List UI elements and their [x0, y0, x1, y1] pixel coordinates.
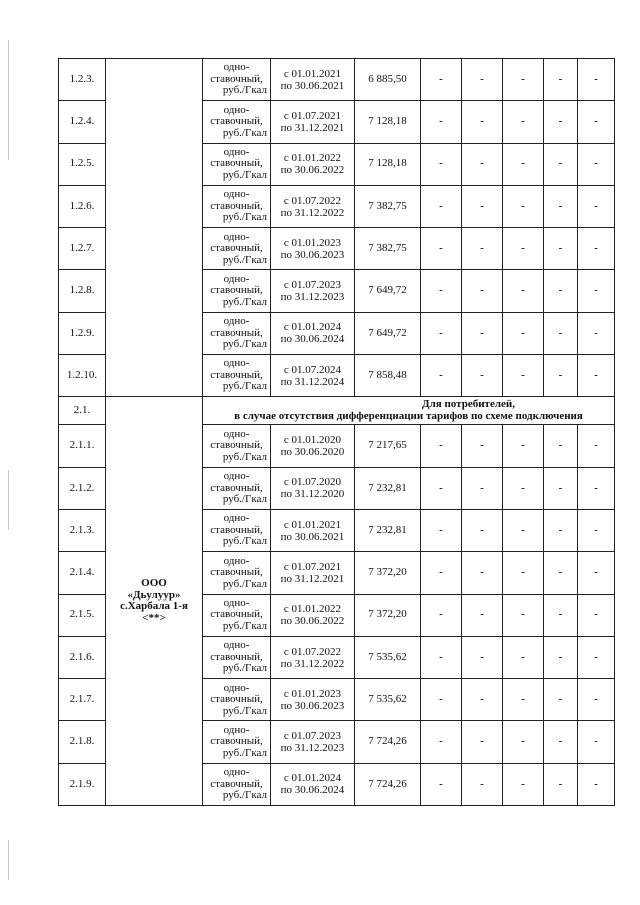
empty-value-cell: - [578, 763, 615, 805]
empty-value-cell: - [503, 143, 544, 185]
text-line: по 30.06.2022 [280, 164, 345, 177]
text-line: ставочный, [210, 157, 263, 170]
tariff-unit [203, 101, 271, 143]
empty-value-cell: - [462, 101, 503, 143]
text-line: руб./Гкал [222, 295, 267, 308]
empty-value-cell: - [544, 425, 578, 467]
empty-value-cell: - [578, 636, 615, 678]
empty-value-cell: - [578, 355, 615, 397]
empty-value-cell: - [421, 101, 462, 143]
empty-value-cell: - [544, 636, 578, 678]
empty-value-cell: - [544, 270, 578, 312]
empty-value-cell: - [578, 59, 615, 101]
empty-value-cell: - [462, 721, 503, 763]
text-line: руб./Гкал [222, 126, 267, 139]
text-line: по 30.06.2020 [280, 446, 345, 459]
tariff-value: 7 217,65 [355, 425, 421, 467]
text-line: с 01.01.2021 [283, 67, 342, 80]
empty-value-cell: - [578, 594, 615, 636]
text-line: по 31.12.2023 [280, 291, 345, 304]
table-row [59, 59, 615, 101]
empty-value-cell: - [503, 355, 544, 397]
empty-value-cell: - [421, 312, 462, 354]
empty-value-cell: - [462, 467, 503, 509]
text-line: по 31.12.2021 [280, 572, 345, 585]
text-line: по 31.12.2020 [280, 488, 345, 501]
tariff-value: 7 372,20 [355, 594, 421, 636]
validity-period [271, 636, 355, 678]
empty-value-cell: - [462, 143, 503, 185]
text-line: с 01.01.2023 [283, 236, 342, 249]
empty-value-cell: - [421, 185, 462, 227]
text-line: одно- [223, 230, 250, 243]
text-line: одно- [223, 103, 250, 116]
text-line: по 31.12.2022 [280, 657, 345, 670]
empty-value-cell: - [421, 270, 462, 312]
empty-value-cell: - [421, 228, 462, 270]
empty-value-cell: - [462, 270, 503, 312]
row-number: 1.2.5. [59, 143, 106, 185]
text-line: одно- [223, 145, 250, 158]
empty-value-cell: - [503, 467, 544, 509]
empty-value-cell: - [421, 509, 462, 551]
empty-value-cell: - [421, 636, 462, 678]
tariff-unit [203, 425, 271, 467]
empty-value-cell: - [544, 101, 578, 143]
text-line: ставочный, [210, 523, 263, 536]
empty-value-cell: - [462, 355, 503, 397]
text-line: с 01.01.2023 [283, 687, 342, 700]
row-number: 1.2.6. [59, 185, 106, 227]
text-line: руб./Гкал [222, 789, 267, 802]
text-line: руб./Гкал [222, 338, 267, 351]
tariff-value: 7 382,75 [355, 185, 421, 227]
row-number: 2.1.9. [59, 763, 106, 805]
text-line: с 01.01.2024 [283, 772, 342, 785]
text-line: с.Харбала 1-я [120, 600, 188, 613]
text-line: одно- [223, 188, 250, 201]
validity-period [271, 509, 355, 551]
text-line: одно- [223, 766, 250, 779]
text-line: ставочный, [210, 566, 263, 579]
text-line: <**> [142, 611, 166, 624]
empty-value-cell: - [462, 552, 503, 594]
text-line: ставочный, [210, 481, 263, 494]
text-line: одно- [223, 427, 250, 440]
tariff-table-body [59, 59, 615, 806]
tariff-value: 7 128,18 [355, 143, 421, 185]
row-number: 2.1.5. [59, 594, 106, 636]
empty-value-cell: - [503, 228, 544, 270]
validity-period [271, 312, 355, 354]
text-line: с 01.01.2022 [283, 603, 342, 616]
empty-value-cell: - [544, 143, 578, 185]
tariff-unit [203, 594, 271, 636]
empty-value-cell: - [462, 59, 503, 101]
text-line: Для потребителей, [422, 398, 515, 411]
text-line: руб./Гкал [222, 253, 267, 266]
row-number: 1.2.8. [59, 270, 106, 312]
validity-period [271, 185, 355, 227]
empty-value-cell: - [462, 636, 503, 678]
empty-value-cell: - [421, 59, 462, 101]
tariff-value: 7 724,26 [355, 763, 421, 805]
empty-value-cell: - [578, 228, 615, 270]
text-line: с 01.07.2021 [283, 560, 342, 573]
text-line: одно- [223, 357, 250, 370]
empty-value-cell: - [544, 763, 578, 805]
validity-period [271, 763, 355, 805]
tariff-unit [203, 270, 271, 312]
empty-value-cell: - [503, 594, 544, 636]
section-heading [203, 397, 615, 425]
tariff-unit [203, 509, 271, 551]
empty-value-cell: - [503, 59, 544, 101]
empty-value-cell: - [421, 552, 462, 594]
text-line: ставочный, [210, 72, 263, 85]
text-line: руб./Гкал [222, 746, 267, 759]
row-number: 2.1.8. [59, 721, 106, 763]
tariff-value: 7 382,75 [355, 228, 421, 270]
text-line: в случае отсутствия дифференциации тарифов по схеме подключения [234, 409, 583, 422]
empty-value-cell: - [578, 679, 615, 721]
empty-value-cell: - [462, 679, 503, 721]
validity-period [271, 143, 355, 185]
tariff-value: 7 535,62 [355, 679, 421, 721]
text-line: ставочный, [210, 608, 263, 621]
text-line: руб./Гкал [222, 493, 267, 506]
validity-period [271, 228, 355, 270]
text-line: ставочный, [210, 115, 263, 128]
text-line: одно- [223, 315, 250, 328]
empty-value-cell: - [503, 185, 544, 227]
empty-value-cell: - [578, 509, 615, 551]
empty-value-cell: - [462, 185, 503, 227]
empty-value-cell: - [578, 143, 615, 185]
empty-value-cell: - [578, 425, 615, 467]
empty-value-cell: - [421, 467, 462, 509]
text-line: руб./Гкал [222, 84, 267, 97]
empty-value-cell: - [544, 721, 578, 763]
empty-value-cell: - [544, 552, 578, 594]
validity-period [271, 101, 355, 143]
section-number: 2.1. [59, 397, 106, 425]
text-line: по 31.12.2023 [280, 742, 345, 755]
empty-value-cell: - [462, 228, 503, 270]
text-line: с 01.07.2021 [283, 109, 342, 122]
text-line: одно- [223, 554, 250, 567]
tariff-value: 7 649,72 [355, 312, 421, 354]
text-line: руб./Гкал [222, 211, 267, 224]
empty-value-cell: - [544, 594, 578, 636]
tariff-unit [203, 59, 271, 101]
empty-value-cell: - [578, 467, 615, 509]
text-line: ООО [141, 577, 167, 590]
tariff-value: 7 858,48 [355, 355, 421, 397]
tariff-unit [203, 143, 271, 185]
text-line: ставочный, [210, 735, 263, 748]
text-line: с 01.07.2022 [283, 194, 342, 207]
text-line: одно- [223, 272, 250, 285]
text-line: по 31.12.2022 [280, 206, 345, 219]
section-header-row [59, 397, 615, 425]
row-number: 2.1.4. [59, 552, 106, 594]
tariff-table [58, 58, 615, 806]
empty-value-cell: - [544, 59, 578, 101]
text-line: одно- [223, 596, 250, 609]
text-line: руб./Гкал [222, 662, 267, 675]
tariff-unit [203, 355, 271, 397]
text-line: с 01.07.2022 [283, 645, 342, 658]
row-number: 1.2.9. [59, 312, 106, 354]
text-line: ставочный, [210, 439, 263, 452]
empty-value-cell: - [544, 467, 578, 509]
validity-period [271, 594, 355, 636]
row-number: 2.1.2. [59, 467, 106, 509]
validity-period [271, 552, 355, 594]
text-line: с 01.01.2021 [283, 518, 342, 531]
empty-value-cell: - [544, 185, 578, 227]
empty-value-cell: - [503, 763, 544, 805]
row-number: 1.2.7. [59, 228, 106, 270]
text-line: с 01.01.2020 [283, 434, 342, 447]
text-line: ставочный, [210, 199, 263, 212]
empty-value-cell: - [462, 763, 503, 805]
tariff-unit [203, 228, 271, 270]
text-line: по 30.06.2023 [280, 699, 345, 712]
text-line: с 01.07.2023 [283, 279, 342, 292]
empty-value-cell: - [503, 270, 544, 312]
empty-value-cell: - [421, 143, 462, 185]
row-number: 1.2.4. [59, 101, 106, 143]
tariff-unit [203, 763, 271, 805]
text-line: одно- [223, 639, 250, 652]
tariff-unit [203, 185, 271, 227]
empty-value-cell: - [544, 312, 578, 354]
text-line: руб./Гкал [222, 577, 267, 590]
empty-value-cell: - [578, 185, 615, 227]
text-line: по 30.06.2022 [280, 615, 345, 628]
row-number: 2.1.6. [59, 636, 106, 678]
empty-value-cell: - [503, 101, 544, 143]
text-line: ставочный, [210, 242, 263, 255]
empty-value-cell: - [544, 509, 578, 551]
scan-edge-mark [8, 840, 9, 880]
tariff-value: 7 128,18 [355, 101, 421, 143]
empty-value-cell: - [578, 101, 615, 143]
text-line: по 30.06.2024 [280, 784, 345, 797]
row-number: 2.1.3. [59, 509, 106, 551]
text-line: «Дьулуур» [127, 588, 181, 601]
text-line: одно- [223, 470, 250, 483]
empty-value-cell: - [544, 355, 578, 397]
text-line: с 01.01.2024 [283, 321, 342, 334]
row-number: 2.1.1. [59, 425, 106, 467]
empty-value-cell: - [462, 312, 503, 354]
empty-value-cell: - [462, 425, 503, 467]
empty-value-cell: - [578, 312, 615, 354]
text-line: ставочный, [210, 777, 263, 790]
empty-value-cell: - [503, 509, 544, 551]
text-line: ставочный, [210, 326, 263, 339]
validity-period [271, 425, 355, 467]
text-line: одно- [223, 61, 250, 74]
empty-value-cell: - [544, 228, 578, 270]
text-line: с 01.01.2022 [283, 152, 342, 165]
scan-edge-mark [8, 40, 9, 160]
text-line: по 30.06.2021 [280, 530, 345, 543]
text-line: по 30.06.2024 [280, 333, 345, 346]
text-line: ставочный, [210, 650, 263, 663]
empty-value-cell: - [578, 721, 615, 763]
text-line: по 30.06.2021 [280, 79, 345, 92]
text-line: с 01.07.2024 [283, 363, 342, 376]
text-line: по 31.12.2024 [280, 375, 345, 388]
text-line: руб./Гкал [222, 380, 267, 393]
text-line: по 31.12.2021 [280, 121, 345, 134]
text-line: с 01.07.2020 [283, 476, 342, 489]
empty-value-cell: - [503, 425, 544, 467]
tariff-unit [203, 721, 271, 763]
tariff-value: 7 649,72 [355, 270, 421, 312]
validity-period [271, 355, 355, 397]
empty-value-cell: - [421, 594, 462, 636]
text-line: одно- [223, 512, 250, 525]
tariff-value: 7 232,81 [355, 467, 421, 509]
tariff-value: 6 885,50 [355, 59, 421, 101]
empty-value-cell: - [544, 679, 578, 721]
validity-period [271, 270, 355, 312]
tariff-unit [203, 467, 271, 509]
empty-value-cell: - [462, 594, 503, 636]
empty-value-cell: - [503, 636, 544, 678]
empty-value-cell: - [421, 721, 462, 763]
empty-value-cell: - [421, 763, 462, 805]
organization-cell [106, 397, 203, 806]
tariff-unit [203, 552, 271, 594]
text-line: ставочный, [210, 284, 263, 297]
tariff-value: 7 724,26 [355, 721, 421, 763]
empty-value-cell: - [503, 312, 544, 354]
scan-edge-mark [8, 470, 9, 530]
empty-value-cell: - [462, 509, 503, 551]
tariff-value: 7 372,20 [355, 552, 421, 594]
text-line: одно- [223, 681, 250, 694]
tariff-unit [203, 312, 271, 354]
text-line: ставочный, [210, 368, 263, 381]
validity-period [271, 721, 355, 763]
tariff-value: 7 232,81 [355, 509, 421, 551]
row-number: 2.1.7. [59, 679, 106, 721]
row-number: 1.2.3. [59, 59, 106, 101]
text-line: с 01.07.2023 [283, 730, 342, 743]
empty-value-cell: - [578, 270, 615, 312]
empty-value-cell: - [421, 425, 462, 467]
empty-value-cell: - [503, 721, 544, 763]
row-number: 1.2.10. [59, 355, 106, 397]
empty-value-cell: - [503, 552, 544, 594]
text-line: по 30.06.2023 [280, 248, 345, 261]
validity-period [271, 59, 355, 101]
empty-value-cell: - [421, 679, 462, 721]
text-line: одно- [223, 723, 250, 736]
tariff-unit [203, 679, 271, 721]
empty-value-cell: - [503, 679, 544, 721]
empty-value-cell: - [421, 355, 462, 397]
tariff-value: 7 535,62 [355, 636, 421, 678]
tariff-unit [203, 636, 271, 678]
text-line: руб./Гкал [222, 535, 267, 548]
text-line: руб./Гкал [222, 704, 267, 717]
text-line: руб./Гкал [222, 450, 267, 463]
text-line: руб./Гкал [222, 619, 267, 632]
empty-value-cell: - [578, 552, 615, 594]
validity-period [271, 467, 355, 509]
organization-cell [106, 59, 203, 397]
text-line: ставочный, [210, 693, 263, 706]
validity-period [271, 679, 355, 721]
text-line: руб./Гкал [222, 168, 267, 181]
